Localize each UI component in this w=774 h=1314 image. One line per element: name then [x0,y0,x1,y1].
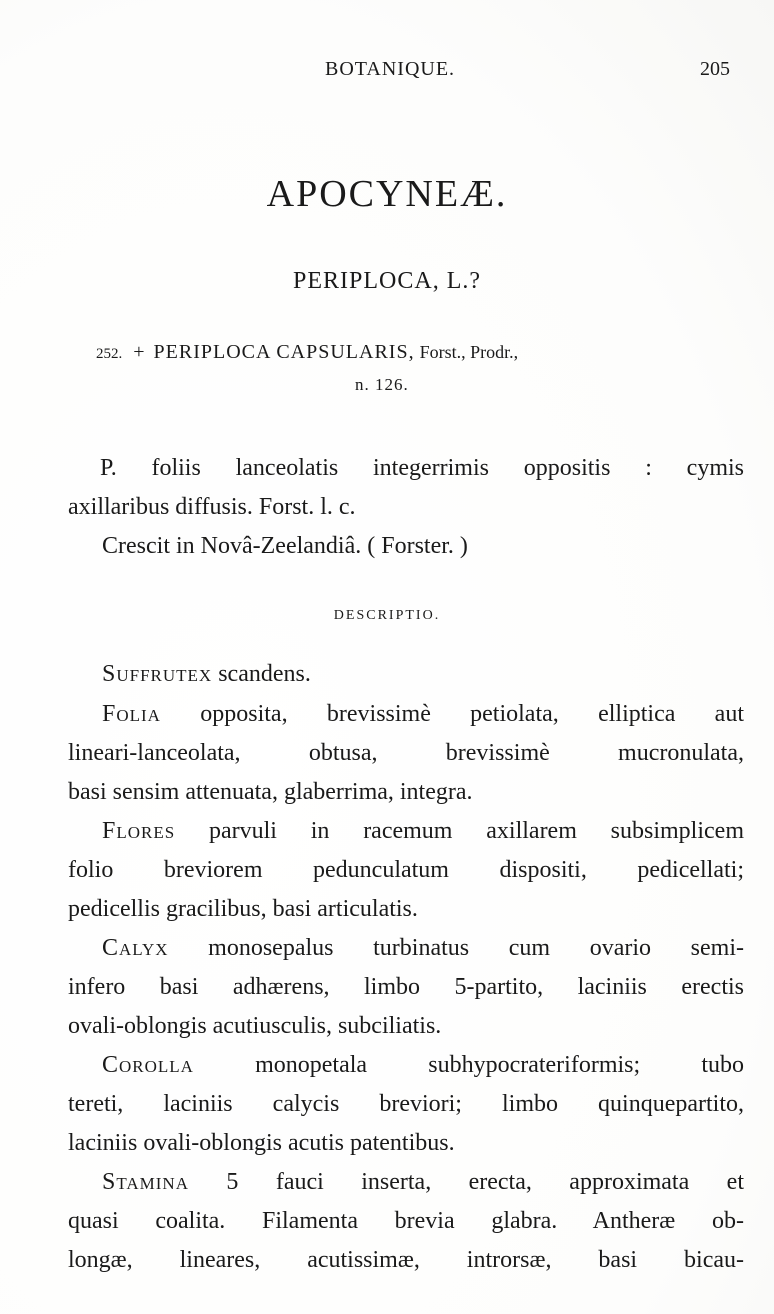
calyx-line-1: Calyx monosepalus turbinatus cum ovario semi- [102,935,744,961]
genus-title: PERIPLOCA, L.? [293,268,481,294]
term-corolla: Corolla [102,1052,194,1078]
folia-line-1: Folia opposita, brevissimè petiolata, elliptica aut [102,701,744,727]
section-heading: DESCRIPTIO. [333,608,441,623]
calyx-line-3: ovali-oblongis acutiusculis, subciliatis. [68,1013,442,1039]
running-title: BOTANIQUE. [325,58,456,80]
stamina-line-3: longæ, lineares, acutissimæ, introrsæ, basi bicau- [68,1247,744,1273]
folia-line-3: basi sensim attenuata, glaberrima, integra. [68,779,473,805]
dagger-marker: + [133,341,145,363]
flores-line-1: Flores parvuli in racemum axillarem subsimplicem [102,818,744,844]
species-ref-line2: n. 126. [355,375,409,394]
term-folia: Folia [102,701,161,727]
folia-line-2: lineari-lanceolata, obtusa, brevissimè mucronulata, [68,740,744,766]
corolla-line-1: Corolla monopetala subhypocrateriformis; tubo [102,1052,744,1078]
suffrutex-line-1: Suffrutex scandens. [102,661,311,687]
term-suffrutex: Suffrutex [102,661,213,687]
corolla-line-3: laciniis ovali-oblongis acutis patentibus. [68,1130,455,1156]
flores-line-3: pedicellis gracilibus, basi articulatis. [68,896,418,922]
species-number: 252. [96,346,123,362]
stamina-line-1: Stamina 5 fauci inserta, erecta, approximata et [102,1169,744,1195]
family-title: APOCYNEÆ. [266,173,508,215]
calyx-line-2: infero basi adhærens, limbo 5-partito, laciniis erectis [68,974,744,1000]
term-calyx: Calyx [102,935,169,961]
running-head [0,58,774,88]
species-entry [96,341,518,364]
species-author-ref: Forst., Prodr., [419,342,519,362]
stamina-line-2: quasi coalita. Filamenta brevia glabra. Antheræ ob- [68,1208,744,1234]
flores-line-2: folio breviorem pedunculatum dispositi, pedicellati; [68,857,744,883]
diagnosis-line-1: P. foliis lanceolatis integerrimis oppositis : cymis [100,455,744,481]
page-number: 205 [700,58,730,80]
diagnosis-line-2: axillaribus diffusis. Forst. l. c. [68,494,356,520]
term-flores: Flores [102,818,176,844]
habitat-line: Crescit in Novâ-Zeelandiâ. ( Forster. ) [102,533,468,559]
species-name: PERIPLOCA CAPSULARIS, [153,341,415,363]
term-stamina: Stamina [102,1169,189,1195]
corolla-line-2: tereti, laciniis calycis breviori; limbo quinquepartito, [68,1091,744,1117]
